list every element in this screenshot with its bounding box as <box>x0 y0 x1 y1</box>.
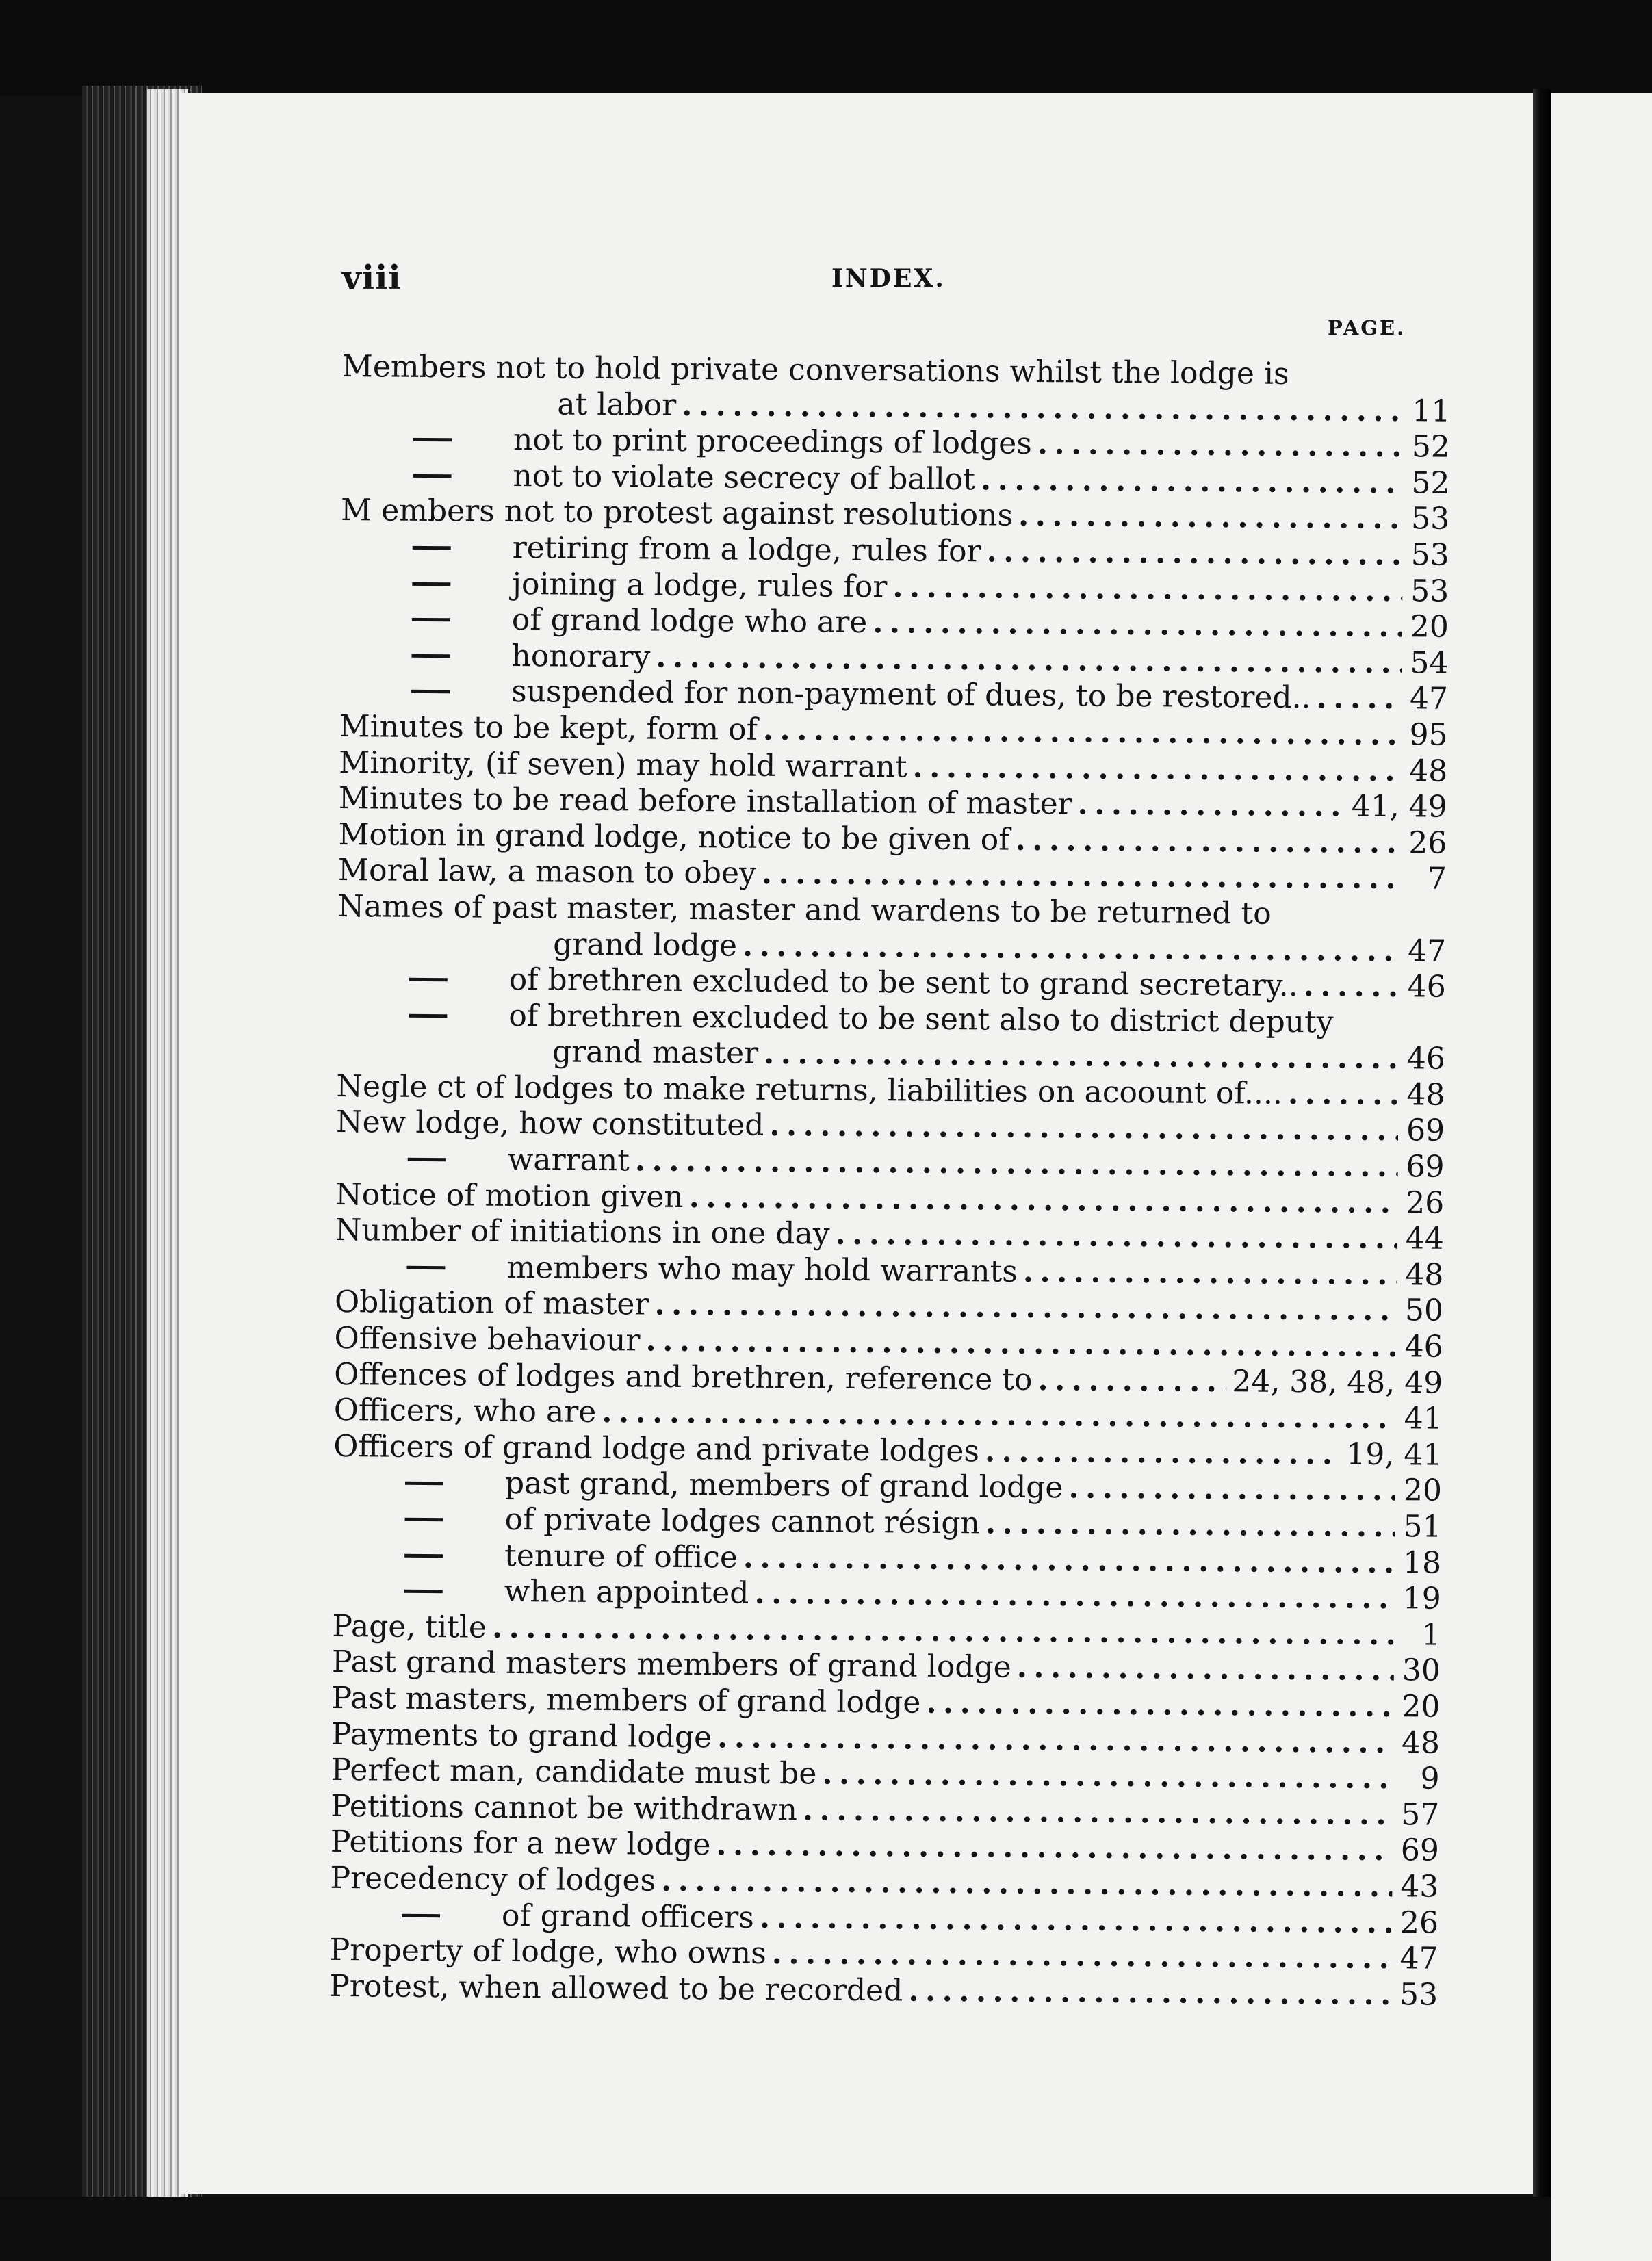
scan-background-bottom <box>0 2197 1551 2261</box>
ditto-dash <box>405 1518 443 1521</box>
index-page-ref: 9 <box>1420 1761 1440 1796</box>
dot-leader <box>1316 681 1402 718</box>
page-number: viii <box>342 259 402 297</box>
index-entry-label: Offensive behaviour <box>334 1320 641 1358</box>
index-entry-text <box>336 1104 764 1144</box>
index-entry-label: Negle ct of lodges to make returns, liabilities on acoount of.... <box>336 1068 1283 1111</box>
page-title: INDEX. <box>831 264 946 293</box>
index-entry-label: of grand lodge who are <box>511 602 868 641</box>
index-entry-label: suspended for non-payment of dues, to be restored.. <box>511 674 1311 716</box>
index-page-ref: 7 <box>1427 861 1447 897</box>
index-entry-label: members who may hold warrants <box>506 1250 1018 1289</box>
ditto-dash <box>409 978 448 981</box>
index-page-ref: 53 <box>1410 573 1449 609</box>
index-entry-text <box>334 1393 597 1431</box>
dot-leader <box>1015 822 1400 861</box>
index-entry-text <box>329 1969 903 2009</box>
index-page-ref: 53 <box>1410 537 1449 573</box>
index-entry-text <box>339 745 907 786</box>
index-entry-label: Past grand masters members of grand lodge <box>331 1644 1011 1685</box>
index-entry-text <box>337 925 737 964</box>
dot-leader <box>1068 1471 1395 1509</box>
index-entry-label: Officers, who are <box>333 1393 597 1430</box>
facing-page <box>1551 93 1652 2261</box>
index-entry-text <box>335 1213 830 1252</box>
index-entry-label: Payments to grand lodge <box>331 1716 712 1755</box>
index-page-ref: 41 <box>1404 1401 1443 1436</box>
index-page-ref: 20 <box>1403 1473 1443 1509</box>
dot-leader <box>986 534 1402 573</box>
index-entry-label: M embers not to protest against resolutions <box>340 493 1014 534</box>
dot-leader <box>908 1973 1391 2013</box>
dot-leader <box>981 462 1404 501</box>
book-gutter <box>1533 89 1551 2197</box>
index-page-ref: 48 <box>1409 753 1448 789</box>
index-entry-label: of private lodges cannot résign <box>504 1501 981 1541</box>
index-page-ref: 47 <box>1399 1941 1438 1976</box>
dot-leader <box>772 1936 1392 1977</box>
index-entry-label: Page, title <box>332 1608 487 1645</box>
index-entry-label: of brethren excluded to be sent also to district deputy <box>508 998 1334 1040</box>
index-entry-text <box>330 1861 656 1899</box>
index-entry-label: Motion in grand lodge, notice to be given of <box>338 816 1010 857</box>
index-page-ref: 47 <box>1407 933 1447 969</box>
index-list <box>329 349 1451 2034</box>
index-page-ref: 50 <box>1404 1293 1444 1329</box>
index-page-ref: 57 <box>1401 1796 1440 1833</box>
index-entry-label: Offences of lodges and brethren, reference to <box>334 1356 1033 1397</box>
index-page-ref: 53 <box>1399 1976 1438 2013</box>
ditto-dash <box>413 546 451 550</box>
index-entry-text <box>333 1537 738 1576</box>
index-entry-text <box>339 637 650 675</box>
index-entry-label: Protest, when allowed to be recorded <box>329 1968 903 2008</box>
index-entry-label: Property of lodge, who owns <box>329 1933 766 1972</box>
ditto-dash <box>413 474 452 478</box>
index-entry-label: grand master <box>552 1034 759 1072</box>
index-entry-label: Members not to hold private conversations whilst the lodge is <box>341 349 1289 391</box>
ditto-dash <box>404 1590 443 1593</box>
dot-leader <box>873 605 1402 645</box>
index-entry-text <box>339 709 758 748</box>
dot-leader <box>661 1863 1393 1905</box>
ditto-dash <box>402 1913 440 1917</box>
index-page-ref: 19, 41 <box>1346 1436 1443 1473</box>
dot-leader <box>1288 1076 1399 1113</box>
index-entry-text <box>331 1753 816 1792</box>
dot-leader <box>689 1180 1398 1222</box>
ditto-dash <box>408 1158 446 1161</box>
index-entry-text <box>331 1824 711 1863</box>
index-page-ref: 1 <box>1421 1617 1441 1653</box>
index-entry-label: Petitions for a new lodge <box>330 1824 711 1863</box>
index-page-ref: 52 <box>1411 429 1451 465</box>
index-entry-label: Perfect man, candidate must be <box>331 1753 817 1792</box>
index-entry-label: Petitions cannot be withdrawn <box>331 1788 798 1828</box>
index-entry-text <box>341 421 1032 463</box>
ditto-dash <box>406 1266 445 1269</box>
index-entry-label: at labor <box>557 387 677 423</box>
dot-leader <box>762 856 1401 897</box>
dot-leader <box>1037 426 1404 465</box>
dot-leader <box>743 1540 1395 1581</box>
index-entry-label: New lodge, how constituted <box>335 1104 764 1144</box>
dot-leader <box>1018 498 1403 537</box>
running-head <box>342 259 1417 300</box>
ditto-dash <box>413 438 452 441</box>
index-entry-label: tenure of office <box>504 1538 738 1575</box>
index-entry-text <box>333 1464 1063 1506</box>
ditto-dash <box>409 1013 447 1017</box>
dot-leader <box>822 1757 1393 1797</box>
index-page-ref: 53 <box>1410 501 1450 537</box>
dot-leader <box>1037 1362 1226 1400</box>
index-entry-label: Officers of grand lodge and private lodges <box>333 1428 980 1469</box>
dot-leader <box>835 1217 1397 1257</box>
index-page-ref: 95 <box>1409 717 1448 753</box>
dot-leader <box>769 1108 1398 1149</box>
index-entry-label: warrant <box>507 1141 630 1178</box>
dot-leader <box>1077 787 1346 825</box>
ditto-dash <box>412 618 450 621</box>
index-page-ref: 48 <box>1406 1077 1445 1113</box>
index-page-ref: 20 <box>1410 609 1449 645</box>
dot-leader <box>1304 968 1399 1005</box>
index-entry-label: Moral law, a mason to obey <box>337 853 757 892</box>
index-entry-text <box>341 385 676 424</box>
dot-leader <box>985 1506 1395 1545</box>
dot-leader <box>912 749 1401 789</box>
index-entry-label: Notice of motion given <box>335 1176 684 1215</box>
index-entry-text <box>331 1681 920 1721</box>
index-entry-text <box>335 1177 684 1216</box>
index-entry-label: of grand officers <box>501 1898 755 1935</box>
index-page-ref: 47 <box>1409 681 1449 717</box>
index-entry-text <box>334 1321 640 1359</box>
index-entry-label: Names of past master, master and wardens to be returned to <box>337 888 1272 931</box>
dot-leader <box>602 1395 1396 1437</box>
index-entry-text <box>335 1249 1018 1290</box>
index-entry-label: when appointed <box>504 1574 749 1611</box>
index-page-ref: 48 <box>1401 1724 1441 1761</box>
index-entry-label: honorary <box>511 638 651 675</box>
index-entry-label: grand lodge <box>552 926 738 964</box>
page-column-heading: PAGE. <box>1328 316 1406 339</box>
index-entry-label: retiring from a lodge, rules for <box>512 530 981 569</box>
index-entry-text <box>340 565 887 606</box>
index-page-ref: 24, 38, 48, 49 <box>1232 1363 1443 1401</box>
ditto-dash <box>404 1553 443 1557</box>
dot-leader <box>656 639 1402 681</box>
index-entry-text <box>335 1284 649 1323</box>
index-entry-label: not to violate secrecy of ballot <box>513 458 976 498</box>
index-entry-text <box>341 493 1013 534</box>
index-entry-label: Minority, (if seven) may hold warrant <box>339 745 907 785</box>
index-entry-label: of brethren excluded to be sent to grand secretary.. <box>508 962 1298 1004</box>
index-entry-text <box>338 853 756 892</box>
scan-background-top <box>0 0 1652 96</box>
index-entry-label: Minutes to be read before installation of master <box>338 781 1072 822</box>
index-page-ref: 69 <box>1400 1833 1440 1868</box>
index-entry-label: joining a lodge, rules for <box>512 566 888 604</box>
index-entry-label: Obligation of master <box>334 1284 649 1323</box>
index-page-ref: 18 <box>1402 1545 1442 1581</box>
dot-leader <box>754 1576 1395 1617</box>
dot-leader <box>645 1323 1397 1365</box>
index-page-ref: 69 <box>1406 1113 1445 1149</box>
index-entry-text <box>332 1644 1011 1685</box>
dot-leader <box>635 1143 1398 1185</box>
index-page-ref: 52 <box>1411 465 1450 501</box>
index-entry-text <box>333 1501 980 1542</box>
index-page-ref: 20 <box>1402 1689 1441 1724</box>
index-entry-text <box>334 1357 1033 1399</box>
dot-leader <box>682 387 1404 429</box>
index-page-ref: 44 <box>1405 1221 1445 1256</box>
dot-leader <box>892 569 1402 609</box>
index-entry-text <box>339 781 1072 823</box>
index-page-ref: 54 <box>1410 645 1449 681</box>
dot-leader <box>654 1287 1397 1329</box>
index-entry-label: past grand, members of grand lodge <box>504 1466 1063 1506</box>
ditto-dash <box>411 690 450 693</box>
ditto-dash <box>412 582 450 585</box>
index-page-ref: 69 <box>1406 1149 1445 1185</box>
index-entry-label: Number of initiations in one day <box>335 1213 830 1252</box>
index-entry-label: Minutes to be kept, form of <box>339 708 758 747</box>
index-page-ref: 19 <box>1402 1581 1441 1616</box>
index-entry-text <box>338 817 1010 858</box>
index-entry-label: Precedency of lodges <box>330 1860 656 1898</box>
index-entry-label: Past masters, members of grand lodge <box>331 1680 921 1720</box>
index-entry-text <box>332 1609 487 1646</box>
index-page-ref: 46 <box>1407 969 1446 1005</box>
dot-leader <box>743 928 1400 969</box>
index-page-ref: 46 <box>1404 1329 1443 1365</box>
index-page-ref: 43 <box>1400 1869 1439 1904</box>
index-entry-text <box>331 1789 797 1829</box>
index-entry-text <box>333 1429 979 1470</box>
dot-leader <box>716 1828 1393 1869</box>
index-entry-text <box>341 529 981 570</box>
index-entry-text <box>333 1573 749 1612</box>
index-entry-label: not to print proceedings of lodges <box>513 422 1033 462</box>
dot-leader <box>1016 1650 1394 1689</box>
index-entry-text <box>341 457 975 498</box>
dot-leader <box>803 1792 1393 1833</box>
index-page-ref: 51 <box>1403 1509 1442 1545</box>
ditto-dash <box>405 1482 443 1485</box>
dot-leader <box>926 1685 1394 1725</box>
index-entry-text <box>331 1717 712 1756</box>
index-page-ref: 41, 49 <box>1351 788 1447 825</box>
index-entry-text <box>330 1896 754 1935</box>
dot-leader <box>985 1434 1341 1473</box>
index-page-ref: 30 <box>1402 1653 1441 1689</box>
index-entry-text <box>340 601 868 641</box>
dot-leader <box>763 712 1402 753</box>
index-entry-text <box>329 1933 766 1972</box>
dot-leader <box>1023 1254 1397 1293</box>
index-page-ref: 26 <box>1399 1904 1439 1941</box>
index-entry-text <box>337 1033 759 1072</box>
index-page-ref: 46 <box>1406 1041 1446 1076</box>
dot-leader <box>764 1036 1399 1077</box>
index-page-ref: 26 <box>1408 825 1447 861</box>
index-page-ref: 11 <box>1412 393 1451 429</box>
index-page-ref: 48 <box>1405 1257 1444 1293</box>
dot-leader <box>760 1900 1393 1941</box>
ditto-dash <box>411 654 450 658</box>
index-entry-text <box>335 1141 630 1179</box>
dot-leader <box>717 1720 1393 1761</box>
index-page-ref: 26 <box>1406 1185 1445 1221</box>
